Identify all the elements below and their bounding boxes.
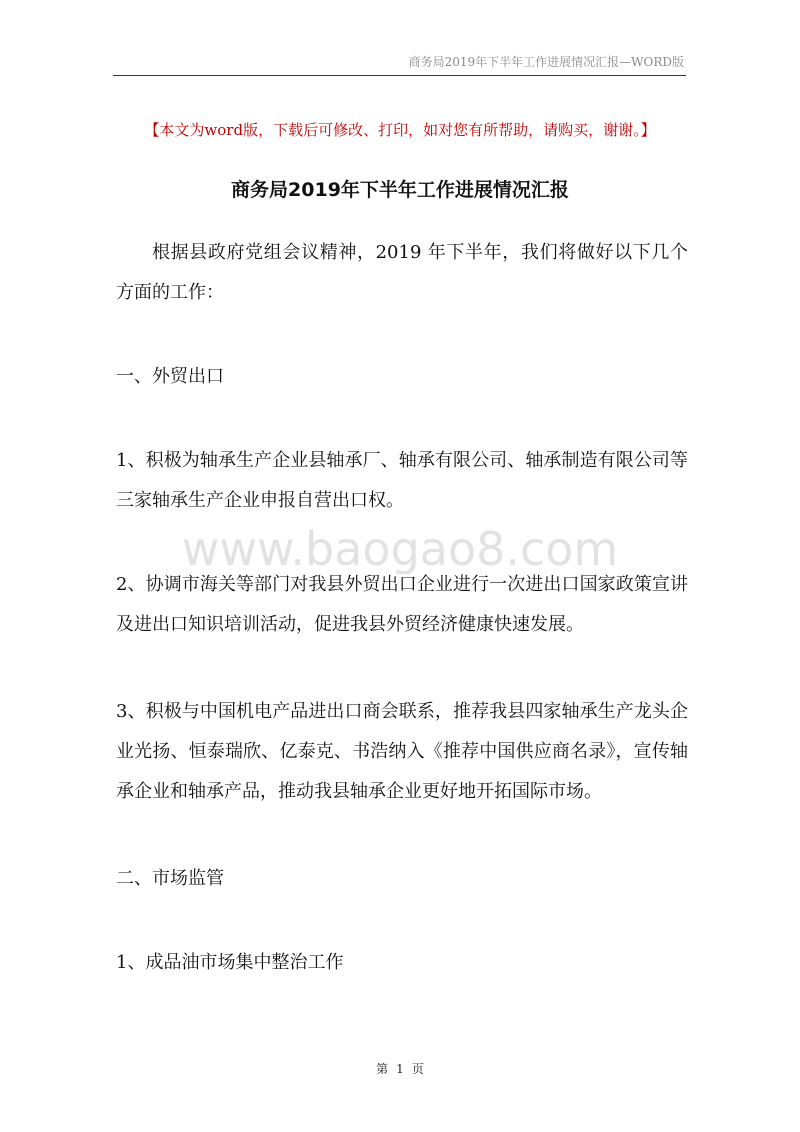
- page-number: 1: [396, 1062, 404, 1076]
- header-divider: [113, 75, 686, 76]
- list-item: 1、积极为轴承生产企业县轴承厂、轴承有限公司、轴承制造有限公司等三家轴承生产企业申报自营出口权。: [116, 450, 688, 511]
- download-notice: 【本文为word版，下载后可修改、打印，如对您有所帮助，请购买，谢谢。】: [144, 121, 656, 139]
- page-label-prefix: 第: [376, 1062, 389, 1076]
- list-item: 2、协调市海关等部门对我县外贸出口企业进行一次进出口国家政策宣讲及进出口知识培训活动，促进我县外贸经济健康快速发展。: [116, 574, 688, 635]
- watermark: www.baogao8.com: [181, 522, 619, 576]
- running-header: 商务局2019年下半年工作进展情况汇报—WORD版: [408, 55, 684, 69]
- page-footer: [0, 1060, 800, 1077]
- list-item: 1、成品油市场集中整治工作: [116, 952, 344, 973]
- section-heading-market-supervision: 二、市场监管: [116, 868, 224, 889]
- document-title: 商务局2019年下半年工作进展情况汇报: [231, 179, 569, 201]
- list-item: 3、积极与中国机电产品进出口商会联系，推荐我县四家轴承生产龙头企业光扬、恒泰瑞欣、亿泰克、书浩纳入《推荐中国供应商名录》，宣传轴承企业和轴承产品，推动我县轴承企业更好地开拓国际市场。: [116, 701, 688, 802]
- page-label-suffix: 页: [411, 1062, 424, 1076]
- section-heading-foreign-trade: 一、外贸出口: [116, 366, 224, 387]
- intro-paragraph: 根据县政府党组会议精神，2019 年下半年，我们将做好以下几个方面的工作：: [116, 242, 688, 303]
